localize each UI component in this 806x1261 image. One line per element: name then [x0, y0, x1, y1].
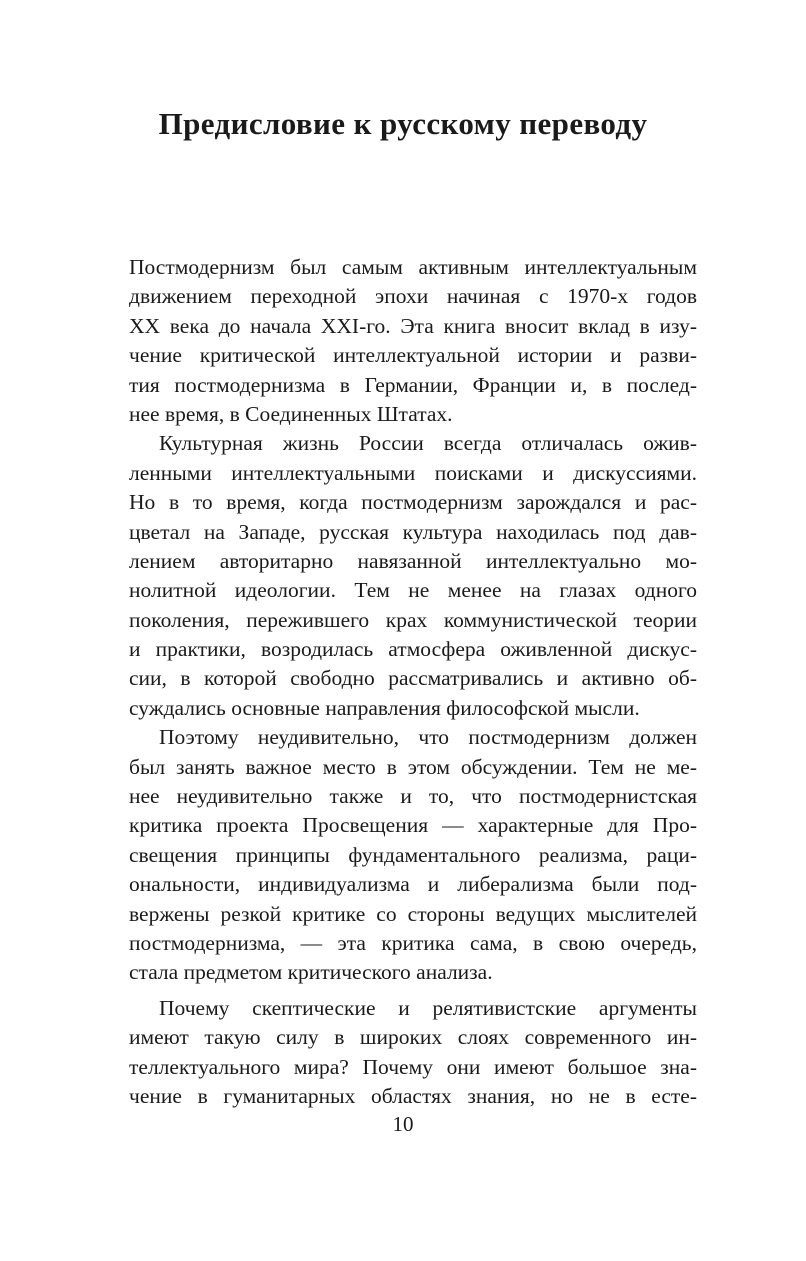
text-line: цветал на Западе, русская культура находилась под дав- — [129, 519, 697, 544]
page-number: 10 — [392, 1112, 414, 1136]
text-line: ональности, индивидуализма и либерализма были под- — [129, 872, 697, 897]
text-line: свещения принципы фундаментального реализма, раци- — [129, 842, 697, 867]
text-line: Культурная жизнь России всегда отличалась ожив- — [159, 431, 697, 456]
text-line: теллектуального мира? Почему они имеют большое зна- — [129, 1054, 697, 1079]
text-line: ленными интеллектуальными поисками и дискуссиями. — [129, 460, 697, 485]
text-line: вержены резкой критике со стороны ведущих мыслителей — [129, 901, 697, 926]
text-line: поколения, пережившего крах коммунистической теории — [129, 607, 697, 632]
text-line: суждались основные направления философской мысли. — [129, 695, 640, 720]
text-line: Постмодернизм был самым активным интеллектуальным — [129, 255, 697, 279]
text-line: лением авторитарно навязанной интеллектуально мо- — [129, 548, 697, 573]
text-line: стала предметом критического анализа. — [129, 960, 493, 985]
text-line: чение критической интеллектуальной истории и разви- — [129, 343, 697, 368]
text-line: чение в гуманитарных областях знания, но не в есте- — [129, 1083, 697, 1108]
text-line: XX века до начала XXI-го. Эта книга вносит вклад в изу- — [129, 313, 697, 338]
text-line: постмодернизма, — эта критика сама, в свою очередь, — [129, 930, 697, 955]
text-line: имеют такую силу в широких слоях современного ин- — [129, 1025, 697, 1050]
text-line: нее неудивительно также и то, что постмодернистская — [129, 784, 697, 809]
paragraph-4 — [129, 994, 697, 1112]
text-line: Поэтому неудивительно, что постмодернизм должен — [159, 725, 697, 750]
paragraph-3 — [129, 723, 697, 988]
text-line: Но в то время, когда постмодернизм зарождался и рас- — [129, 490, 697, 515]
text-line: тия постмодернизма в Германии, Франции и, в послед- — [129, 372, 697, 397]
paragraph-1 — [129, 253, 697, 429]
text-line: движением переходной эпохи начиная с 1970-х годов — [129, 284, 697, 309]
text-line: и практики, возродилась атмосфера оживленной дискус- — [129, 637, 697, 662]
text-line: критика проекта Просвещения — характерные для Про- — [129, 813, 697, 838]
text-line: нолитной идеологии. Тем не менее на глазах одного — [129, 578, 697, 603]
text-line: нее время, в Соединенных Штатах. — [129, 401, 453, 426]
body-text — [129, 253, 697, 1111]
text-line: был занять важное место в этом обсуждении. Тем не ме- — [129, 754, 697, 779]
text-line: сии, в которой свободно рассматривались и активно об- — [129, 666, 697, 691]
paragraph-2 — [129, 429, 697, 723]
text-line: Почему скептические и релятивистские аргументы — [159, 995, 697, 1020]
chapter-title: Предисловие к русскому переводу — [158, 106, 648, 141]
